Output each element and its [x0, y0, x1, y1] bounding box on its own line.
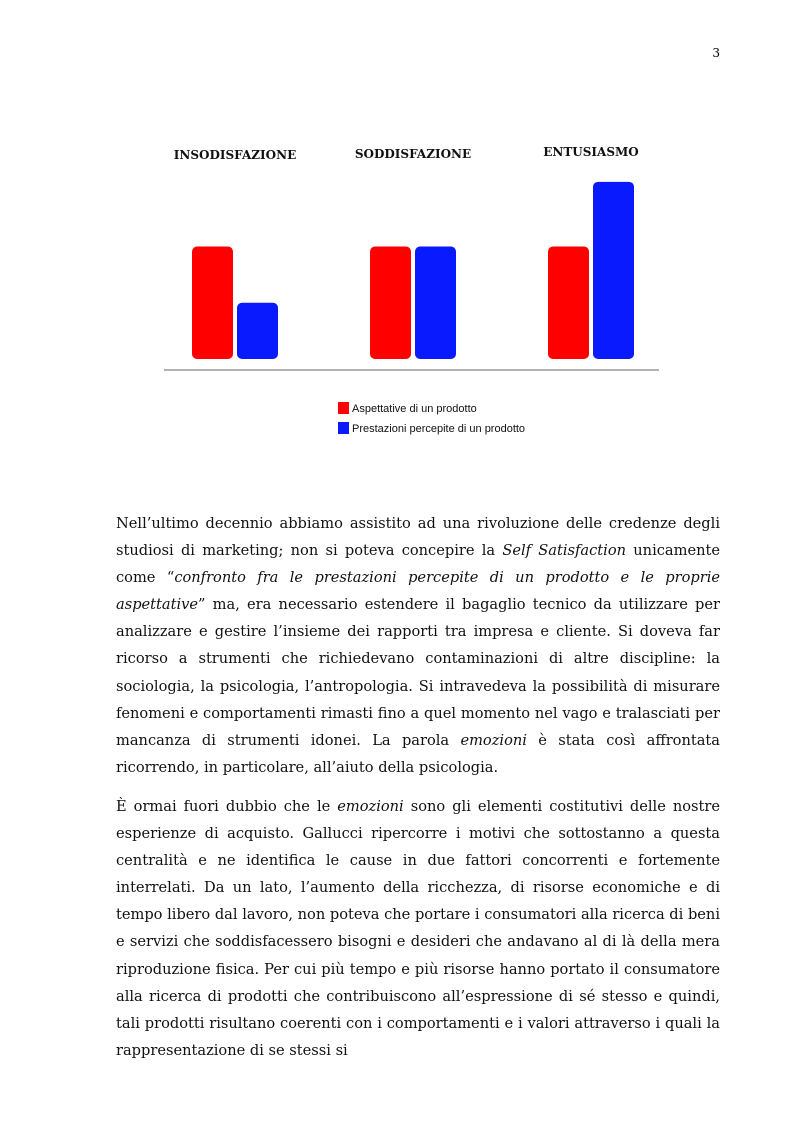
bar-insodisfazione-series-1	[192, 247, 233, 360]
p1-text-4: è stata così affrontata ricorrendo, in particolare, all’aiuto della psicologia.	[116, 731, 721, 776]
page-number: 3	[712, 46, 720, 60]
bar-entusiasmo-series-2	[593, 182, 634, 359]
p2-text-1: È ormai fuori dubbio che le	[116, 797, 338, 815]
p1-emphasis-2: confronto fra le prestazioni percepite di un prodotto e le proprie aspettative	[116, 569, 720, 614]
legend-swatch-2	[338, 422, 349, 434]
legend-swatch-1	[338, 402, 349, 414]
p1-emphasis-1: Self Satisfaction	[502, 542, 627, 560]
paragraph-2	[116, 793, 720, 1064]
category-label-entusiasmo: ENTUSIASMO	[543, 145, 639, 159]
bar-entusiasmo-series-1	[548, 247, 589, 360]
chart-bars	[192, 182, 634, 359]
category-label-insodisfazione: INSODISFAZIONE	[173, 148, 297, 162]
chart-category-labels	[174, 145, 639, 162]
p2-emphasis-1: emozioni	[337, 797, 404, 815]
bar-chart	[150, 135, 670, 440]
p1-text-2: unicamente come “	[116, 542, 720, 587]
chart-legend	[338, 402, 525, 435]
p2-text-2: sono gli elementi costitutivi delle nostre esperienze di acquisto. Gallucci ripercorre i motivi che sottostanno a questa centralità e ne identifica le cause in due fattori concorrenti e fortemente interrelati. Da un lato, l’aumento della ricchezza, di risorse economiche e di tempo libero dal lavoro, non poteva che portare i consumatori alla ricerca di beni e servizi che soddisfacessero bisogni e desideri che andavano al di là della mera riproduzione fisica. Per cui più tempo e più risorse hanno portato il consumatore alla ricerca di prodotti che contribuiscono all’espressione di sé stesso e quindi, tali prodotti risultano coerenti con i comportamenti e i valori attraverso i quali la rappresentazione di se stessi si	[116, 797, 721, 1059]
bar-insodisfazione-series-2	[237, 303, 278, 359]
category-label-soddisfazione: SODDISFAZIONE	[354, 147, 472, 161]
p1-emphasis-3: emozioni	[460, 731, 527, 749]
paragraph-1	[116, 510, 720, 781]
bar-soddisfazione-series-1	[370, 247, 411, 360]
p1-text-3: ” ma, era necessario estendere il bagaglio tecnico da utilizzare per analizzare e gestire l’insieme dei rapporti tra impresa e cliente. Si doveva far ricorso a strumenti che richiedevano contaminazioni di altre discipline: la sociologia, la psicologia, l’antropologia. Si intravedeva la possibilità di misurare fenomeni e comportamenti rimasti fino a quel momento nel vago e tralasciati per mancanza di strumenti idonei. La parola	[116, 596, 720, 749]
legend-label-1: Aspettative di un prodotto	[352, 403, 477, 415]
legend-label-2: Prestazioni percepite di un prodotto	[352, 423, 526, 435]
p1-text-1: Nell’ultimo decennio abbiamo assistito ad una rivoluzione delle credenze degli studiosi di marketing; non si poteva concepire la	[116, 515, 720, 560]
body-text	[116, 510, 720, 1076]
bar-soddisfazione-series-2	[415, 247, 456, 360]
